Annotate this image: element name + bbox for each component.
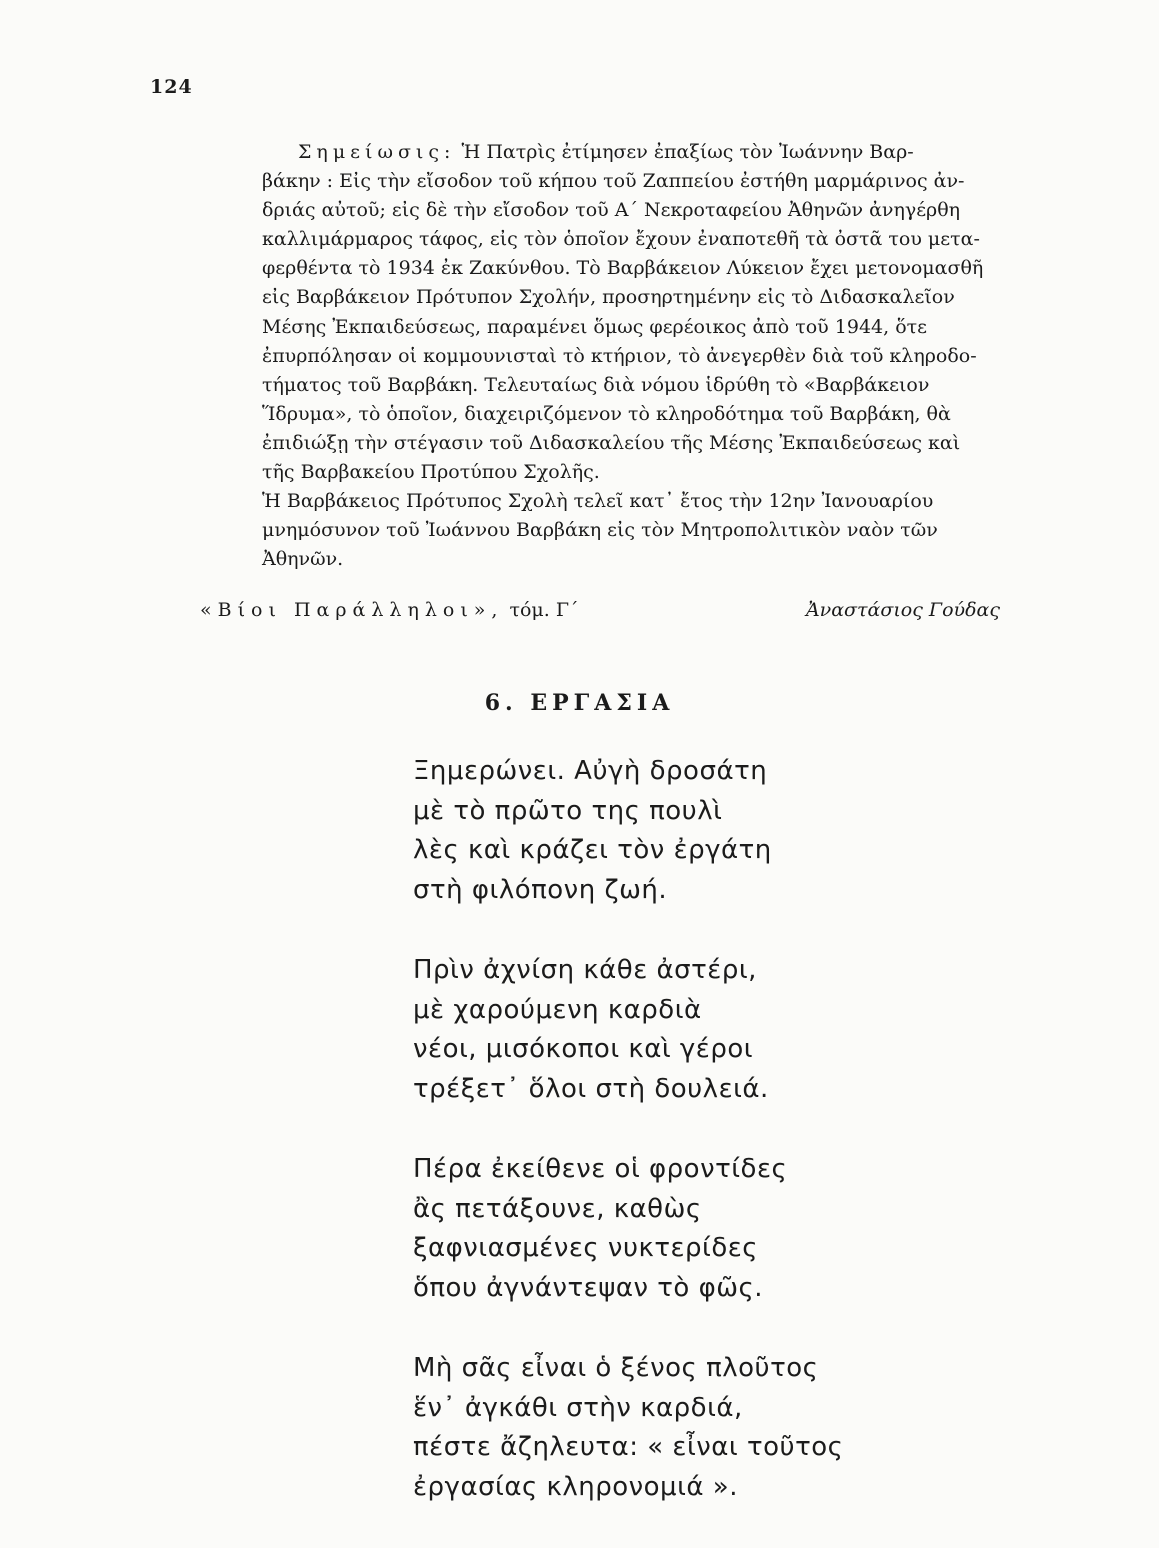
note-label: Σημείωσις:: [298, 141, 456, 163]
poem-line: νέοι, μισόκοποι καὶ γέροι: [413, 1034, 754, 1064]
poem-line: ὅπου ἀγνάντεψαν τὸ φῶς.: [413, 1272, 764, 1303]
poem-stanza: [413, 1150, 843, 1308]
note-line: Μέσης Ἐκπαιδεύσεως, παραμένει ὅμως φερέοικος ἀπὸ τοῦ 1944, ὅτε: [262, 315, 927, 338]
poem-line: Πέρα ἐκείθενε οἱ φροντίδες: [413, 1154, 788, 1184]
note-line: Ἀθηνῶν.: [262, 548, 344, 571]
source-author: Ἀναστάσιος Γούδας: [805, 599, 1000, 621]
poem-line: Ξημερώνει. Αὐγὴ δροσάτη: [413, 756, 768, 786]
poem: [413, 752, 843, 1548]
poem-line: μὲ τὸ πρῶτο της πουλὶ: [413, 795, 723, 826]
poem-line: Μὴ σᾶς εἶναι ὁ ξένος πλοῦτος: [413, 1353, 819, 1383]
source-citation: [200, 596, 1000, 624]
poem-line: ἂς πετάξουνε, καθὼς: [413, 1193, 702, 1224]
note-line: μνημόσυνον τοῦ Ἰωάννου Βαρβάκη εἰς τὸν Μητροπολιτικὸν ναὸν τῶν: [262, 519, 938, 542]
source-work: «Βίοι Παράλληλοι»,: [200, 599, 504, 621]
poem-line: στὴ φιλόπονη ζωή.: [413, 874, 668, 905]
page-number: 124: [150, 76, 193, 98]
poem-line: τρέξετ᾽ ὅλοι στὴ δουλειά.: [413, 1073, 769, 1104]
poem-stanza: [413, 1349, 843, 1507]
poem-line: ἐργασίας κληρονομιά ».: [413, 1471, 738, 1502]
source-volume: τόμ. Γ΄: [509, 599, 579, 621]
poem-stanza: [413, 951, 843, 1109]
poem-line: ἕν᾽ ἀγκάθι στὴν καρδιά,: [413, 1392, 743, 1423]
note-line: Ἵδρυμα», τὸ ὁποῖον, διαχειριζόμενον τὸ κληροδότημα τοῦ Βαρβάκη, θὰ: [262, 402, 951, 425]
poem-line: πέστε ἄζηλευτα: « εἶναι τοῦτος: [413, 1432, 844, 1462]
note-line: εἰς Βαρβάκειον Πρότυπον Σχολήν, προσηρτημένην εἰς τὸ Διδασκαλεῖον: [262, 286, 955, 309]
note-line: τῆς Βαρβακείου Προτύπου Σχολῆς.: [262, 461, 600, 484]
poem-line: Πρὶν ἀχνίση κάθε ἀστέρι,: [413, 955, 757, 985]
section-title: 6. ΕΡΓΑΣΙΑ: [484, 690, 675, 716]
note-line: ἐπυρπόλησαν οἱ κομμουνισταὶ τὸ κτήριον, τὸ ἀνεγερθὲν διὰ τοῦ κληροδο-: [262, 344, 977, 367]
note-paragraph-2: [262, 487, 1037, 574]
note-line: δριάς αὐτοῦ; εἰς δὲ τὴν εἴσοδον τοῦ Α΄ Νεκροταφείου Ἀθηνῶν ἀνηγέρθη: [262, 199, 961, 222]
note-line: Ἡ Βαρβάκειος Πρότυπος Σχολὴ τελεῖ κατ᾽ ἔτος τὴν 12ην Ἰανουαρίου: [262, 490, 934, 513]
note-line: καλλιμάρμαρος τάφος, εἰς τὸν ὁποῖον ἔχουν ἐναποτεθῆ τὰ ὀστᾶ του μετα-: [262, 228, 980, 251]
poem-line: μὲ χαρούμενη καρδιὰ: [413, 994, 702, 1025]
note-line: βάκην : Εἰς τὴν εἴσοδον τοῦ κήπου τοῦ Ζαππείου ἐστήθη μαρμάρινος ἀν-: [262, 170, 965, 193]
poem-stanza: [413, 752, 843, 910]
note-paragraph-1: [262, 138, 1037, 487]
note-line: Ἡ Πατρὶς ἐτίμησεν ἐπαξίως τὸν Ἰωάννην Βαρ-: [461, 141, 914, 163]
note-block: [262, 138, 1037, 574]
poem-line: λὲς καὶ κράζει τὸν ἐργάτη: [413, 835, 772, 865]
note-line: φερθέντα τὸ 1934 ἐκ Ζακύνθου. Τὸ Βαρβάκειον Λύκειον ἔχει μετονομασθῆ: [262, 257, 984, 280]
poem-line: ξαφνιασμένες νυκτερίδες: [413, 1233, 759, 1263]
note-line: τήματος τοῦ Βαρβάκη. Τελευταίως διὰ νόμου ἱδρύθη τὸ «Βαρβάκειον: [262, 373, 930, 396]
note-line: ἐπιδιώξῃ τὴν στέγασιν τοῦ Διδασκαλείου τῆς Μέσης Ἐκπαιδεύσεως καὶ: [262, 431, 961, 454]
